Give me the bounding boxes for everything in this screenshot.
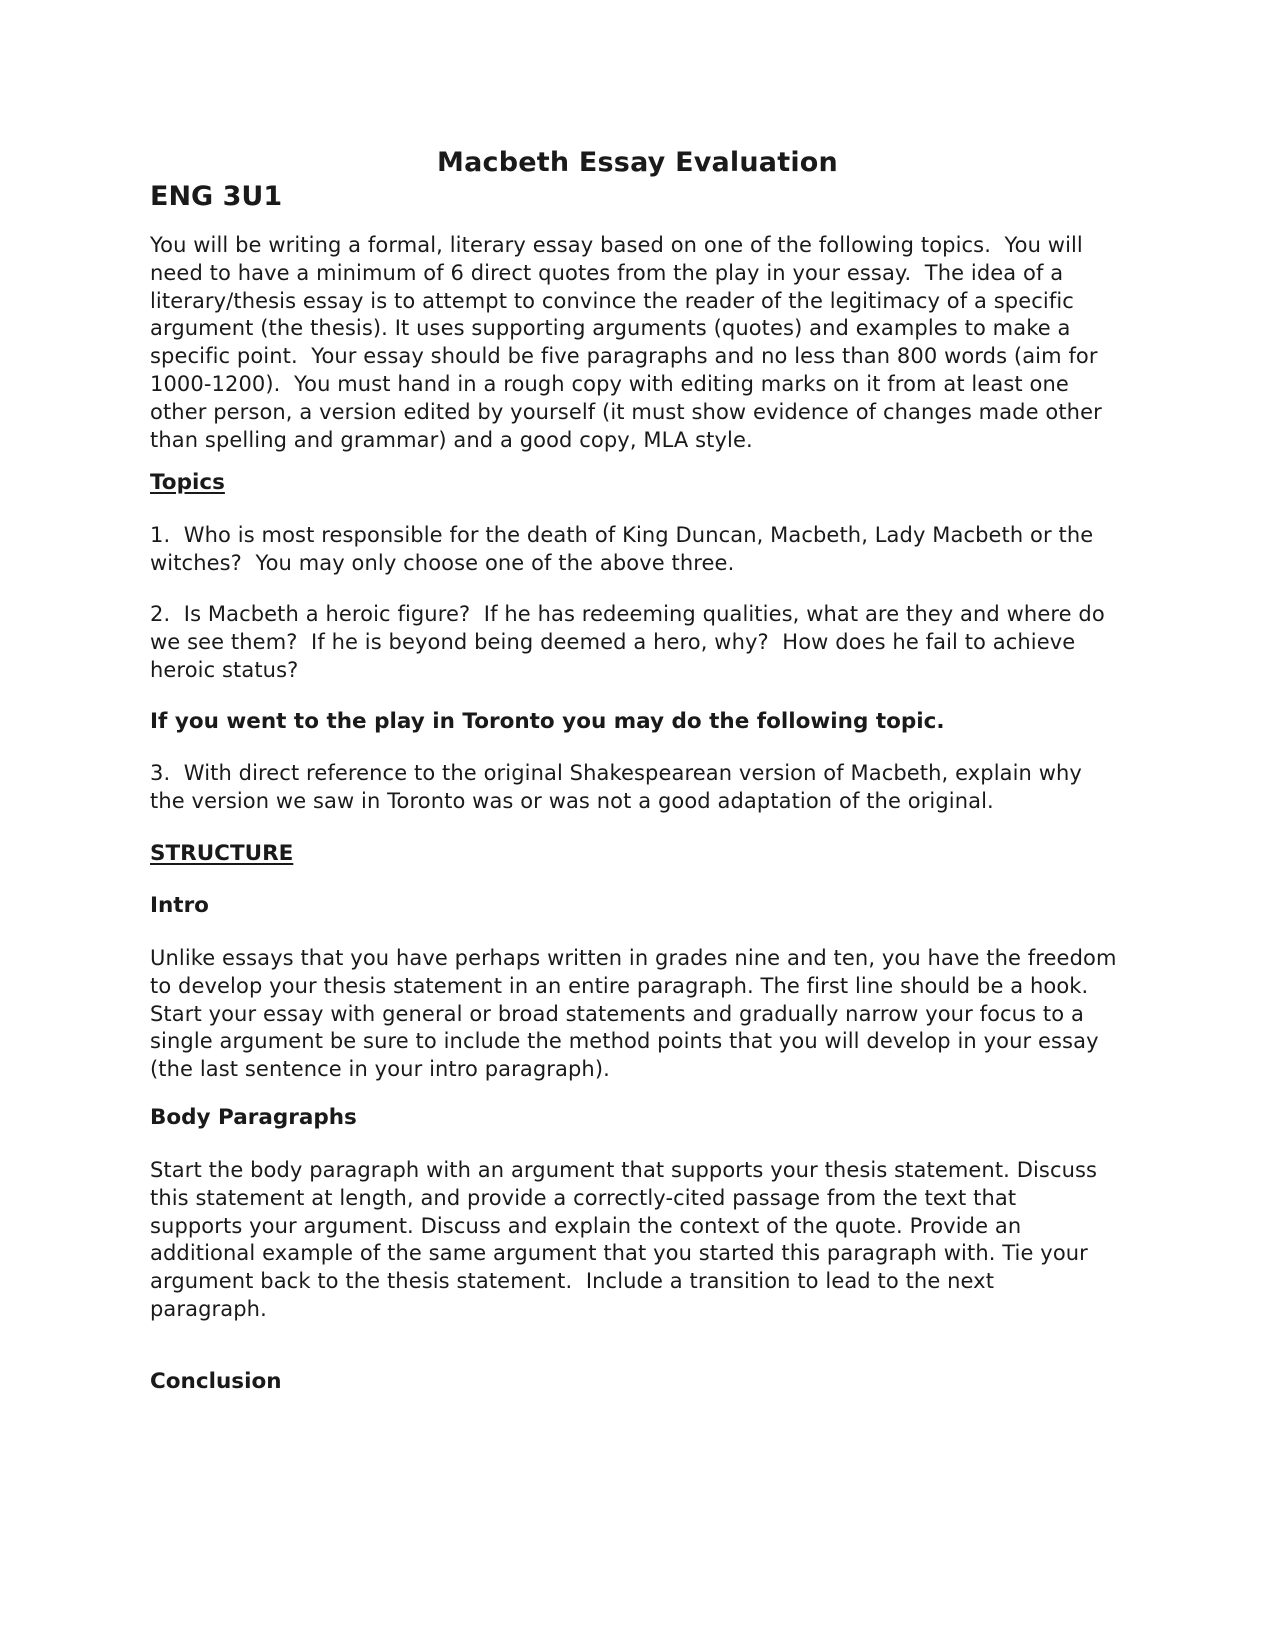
- text-line: this statement at length, and provide a correctly-cited passage from the text that: [150, 1185, 1017, 1210]
- text-line: Start the body paragraph with an argument that supports your thesis statement. Discuss: [150, 1158, 1098, 1182]
- text-line: paragraph.: [150, 1296, 267, 1321]
- topics-heading: Topics: [150, 470, 225, 495]
- text-line: witches? You may only choose one of the above three.: [150, 550, 735, 575]
- page-title: Macbeth Essay Evaluation: [437, 147, 838, 178]
- topic-3: [150, 760, 1130, 816]
- text-line: to develop your thesis statement in an entire paragraph. The first line should be a hook.: [150, 973, 1089, 998]
- text-line: Unlike essays that you have perhaps written in grades nine and ten, you have the freedom: [150, 946, 1117, 970]
- text-line: other person, a version edited by yourself (it must show evidence of changes made other: [150, 399, 1102, 424]
- topic-2: [150, 601, 1130, 684]
- text-line: literary/thesis essay is to attempt to convince the reader of the legitimacy of a specific: [150, 288, 1074, 313]
- text-line: Start your essay with general or broad statements and gradually narrow your focus to a: [150, 1001, 1084, 1026]
- text-line: argument (the thesis). It uses supporting arguments (quotes) and examples to make a: [150, 316, 1071, 341]
- text-line: additional example of the same argument that you started this paragraph with. Tie your: [150, 1241, 1088, 1266]
- structure-heading: STRUCTURE: [150, 841, 294, 866]
- body-paragraphs-heading: Body Paragraphs: [150, 1105, 357, 1130]
- text-line: the version we saw in Toronto was or was not a good adaptation of the original.: [150, 788, 994, 813]
- text-line: argument back to the thesis statement. Include a transition to lead to the next: [150, 1269, 995, 1294]
- conclusion-heading: Conclusion: [150, 1369, 282, 1394]
- intro-structure-paragraph: [150, 945, 1130, 1084]
- text-line: 2. Is Macbeth a heroic figure? If he has redeeming qualities, what are they and where do: [150, 602, 1105, 626]
- text-line: single argument be sure to include the method points that you will develop in your essay: [150, 1029, 1099, 1054]
- text-line: than spelling and grammar) and a good copy, MLA style.: [150, 427, 753, 452]
- course-code: ENG 3U1: [150, 181, 283, 212]
- text-line: need to have a minimum of 6 direct quotes from the play in your essay. The idea of a: [150, 260, 1064, 285]
- text-line: 1. Who is most responsible for the death of King Duncan, Macbeth, Lady Macbeth or the: [150, 523, 1094, 547]
- body-structure-paragraph: [150, 1157, 1130, 1324]
- text-line: 3. With direct reference to the original Shakespearean version of Macbeth, explain why: [150, 761, 1082, 785]
- text-line: we see them? If he is beyond being deemed a hero, why? How does he fail to achieve: [150, 629, 1076, 654]
- text-line: supports your argument. Discuss and explain the context of the quote. Provide an: [150, 1213, 1022, 1238]
- text-line: You will be writing a formal, literary essay based on one of the following topics. You will: [150, 233, 1083, 257]
- text-line: (the last sentence in your intro paragraph).: [150, 1057, 610, 1082]
- toronto-note: If you went to the play in Toronto you may do the following topic.: [150, 709, 945, 734]
- intro-heading: Intro: [150, 893, 209, 918]
- text-line: specific point. Your essay should be five paragraphs and no less than 800 words (aim for: [150, 344, 1098, 369]
- topic-1: [150, 522, 1130, 578]
- intro-paragraph: [150, 232, 1130, 454]
- text-line: 1000-1200). You must hand in a rough copy with editing marks on it from at least one: [150, 371, 1069, 396]
- text-line: heroic status?: [150, 657, 299, 682]
